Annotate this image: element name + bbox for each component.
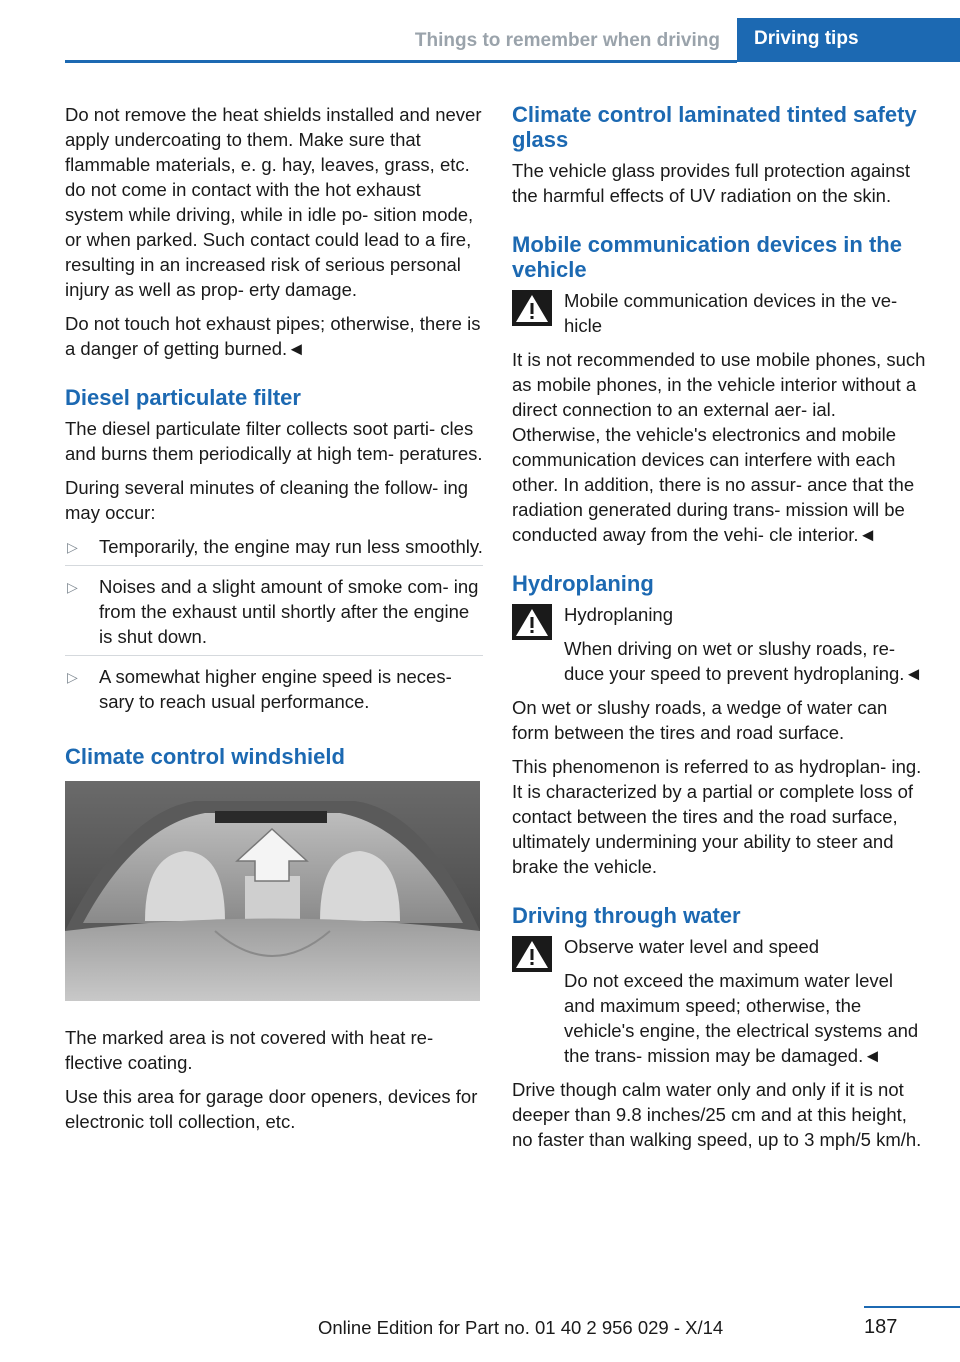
exhaust-warning-paragraph: Do not touch hot exhaust pipes; otherwise, there is a danger of getting burned.◄ [65,313,481,359]
climate-windshield-heading: Climate control windshield [65,744,345,769]
water-warning-title: Observe water level and speed [564,936,820,957]
footer-rule [864,1306,960,1308]
dpf-heading: Diesel particulate filter [65,385,301,410]
warning-triangle-icon [512,604,552,640]
header-rule [65,60,737,63]
mobile-warning-body: It is not recommended to use mobile phones, such as mobile phones, in the vehicle interior without a direct connection to an external aer- ial. Otherwise, the vehicle's electronics and mobile communication devices can interfere with each other. In addition, there is no assur- ance that the radiation generated during trans- mission will be conducted away from the vehi- cle interior.◄ [512,349,926,545]
water-warning [512,934,927,1068]
dpf-list [65,534,483,720]
page-header [0,0,960,62]
warning-triangle-icon [512,936,552,972]
mobile-warning-title: Mobile communication devices in the ve- hicle [564,290,898,336]
dpf-paragraph-1: The diesel particulate filter collects soot parti- cles and burns them periodically at high tem- peratures. [65,418,483,464]
hydroplaning-warning-body: When driving on wet or slushy roads, re- duce your speed to prevent hydroplaning.◄ [564,638,923,684]
header-chapter-tab: Driving tips [737,18,960,62]
hydroplaning-heading: Hydroplaning [512,571,654,596]
edition-note: Online Edition for Part no. 01 40 2 956 029 - X/14 [318,1317,724,1338]
laminated-glass-heading: Climate control laminated tinted safety glass [512,102,917,152]
list-item: ▷ A somewhat higher engine speed is neces- sary to reach usual performance. [67,666,452,712]
left-column [65,102,483,1143]
water-paragraph: Drive though calm water only and only if it is not deeper than 9.8 inches/25 cm and at this height, no faster than walking speed, up to 3 mph/5 km/h. [512,1079,922,1150]
hydroplaning-warning [512,602,927,686]
dpf-paragraph-2: During several minutes of cleaning the follow- ing may occur: [65,477,469,523]
warning-triangle-icon [512,290,552,326]
triangle-bullet-icon: ▷ [67,579,78,595]
mobile-devices-heading: Mobile communication devices in the vehicle [512,232,902,282]
triangle-bullet-icon: ▷ [67,539,78,555]
water-warning-body: Do not exceed the maximum water level and maximum speed; otherwise, the vehicle's engine, the electrical systems and the trans- mission may be damaged.◄ [564,970,919,1066]
hydroplaning-paragraph-2: This phenomenon is referred to as hydroplan- ing. It is characterized by a partial or complete loss of contact between the tires and the road surface, ultimately undermining your ability to steer and brake the vehicle. [512,756,922,877]
climate-windshield-paragraph-2: Use this area for garage door openers, devices for electronic toll collection, etc. [65,1086,478,1132]
mobile-devices-warning [512,288,927,547]
triangle-bullet-icon: ▷ [67,669,78,685]
hydroplaning-paragraph-1: On wet or slushy roads, a wedge of water can form between the tires and road surface. [512,697,888,743]
climate-windshield-paragraph-1: The marked area is not covered with heat re- flective coating. [65,1027,434,1073]
header-section-title: Things to remember when driving [414,30,720,51]
hydroplaning-warning-title: Hydroplaning [564,604,674,625]
page-number: 187 [864,1316,898,1338]
right-column [512,102,927,1161]
heat-shield-paragraph: Do not remove the heat shields installed and never apply undercoating to them. Make sure that flammable materials, e. g. hay, leaves, grass, etc. do not come in contact with the hot exhaust system while driving, while in idle po- sition mode, or when parked. Such contact could lead to a fire, resulting in an increased risk of serious personal injury as well as prop- erty damage. [65,104,482,300]
laminated-glass-paragraph: The vehicle glass provides full protection against the harmful effects of UV radiation on the skin. [512,160,910,206]
list-item: ▷ Noises and a slight amount of smoke com- ing from the exhaust until shortly after the engine is shut down. [65,574,483,656]
windshield-illustration [65,781,480,1001]
list-item: ▷ Temporarily, the engine may run less smoothly. [65,534,483,566]
driving-through-water-heading: Driving through water [512,903,741,928]
